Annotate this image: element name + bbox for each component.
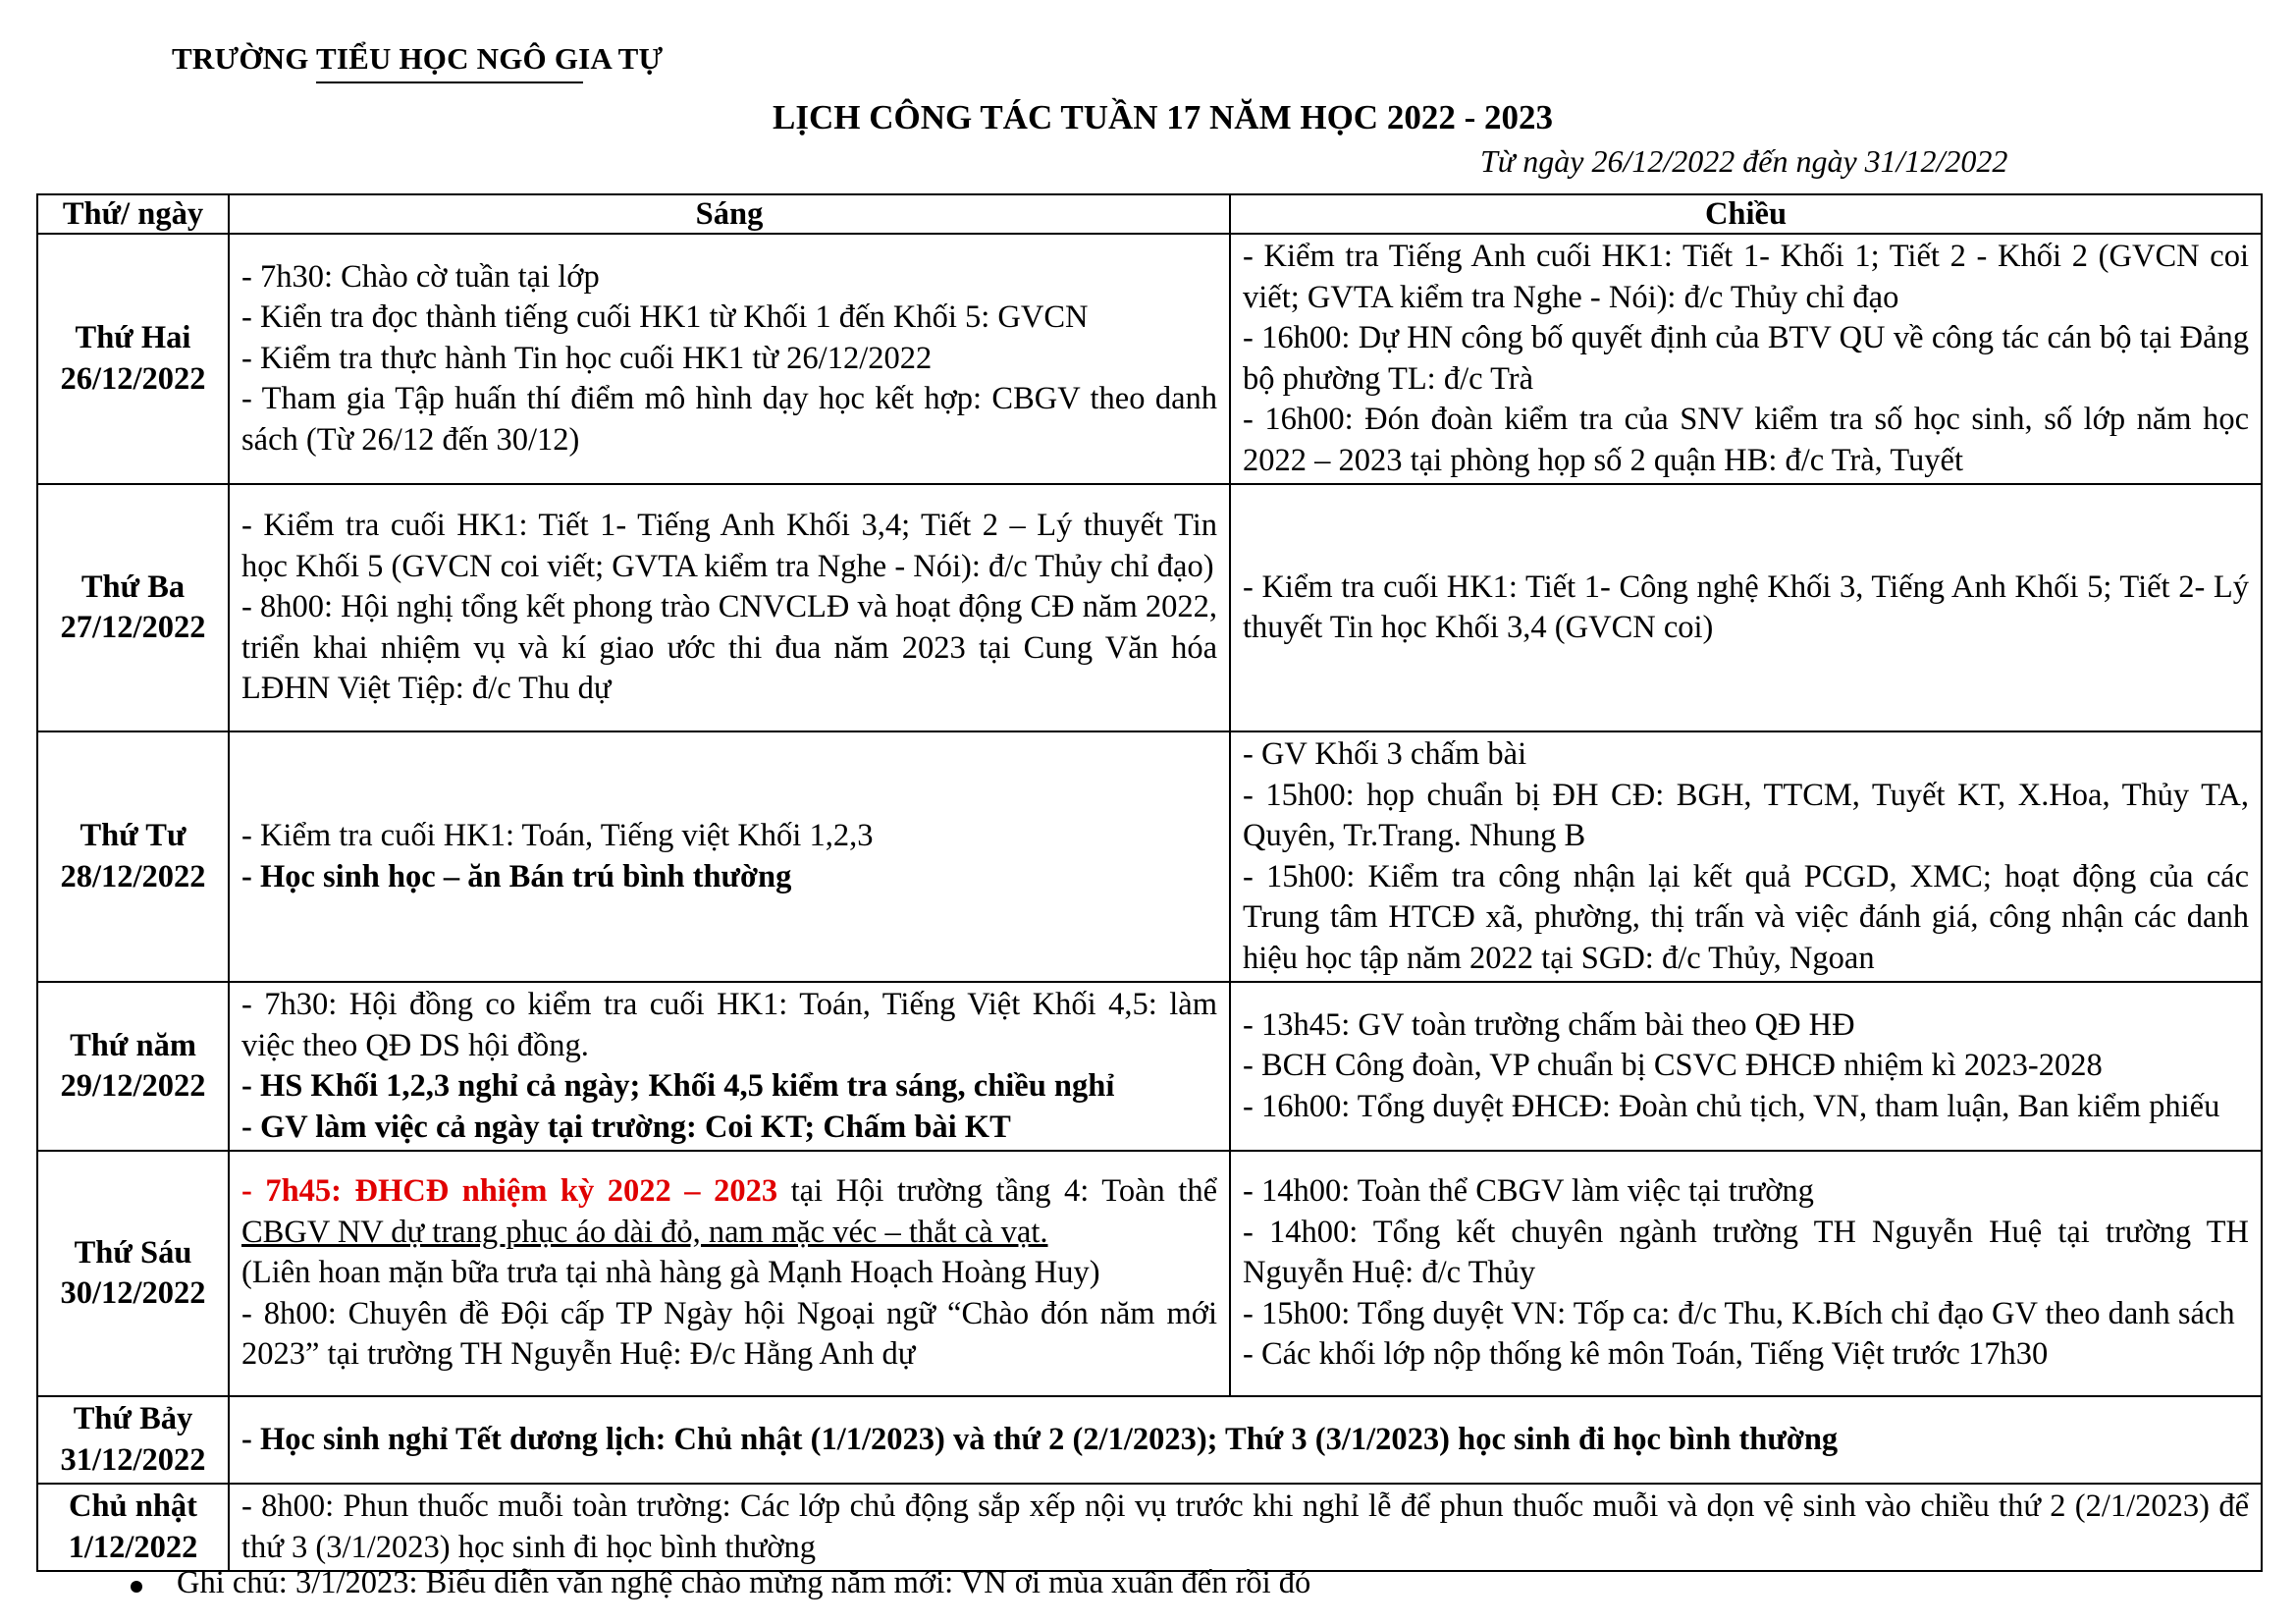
page-title: LỊCH CÔNG TÁC TUẦN 17 NĂM HỌC 2022 - 2023 [773, 98, 1553, 136]
list-item: - Kiểm tra thực hành Tin học cuối HK1 từ 26/12/2022 [241, 340, 933, 376]
table-header-row [37, 194, 2262, 234]
table-row [37, 234, 2262, 484]
list-item: - BCH Công đoàn, VP chuẩn bị CSVC ĐHCĐ nhiệm kì 2023-2028 [1243, 1048, 2103, 1084]
school-name-underline [316, 81, 583, 83]
day-name: Thứ Tư [80, 818, 187, 853]
list-item: - Học sinh học – ăn Bán trú bình thường [241, 858, 792, 894]
table-row [37, 484, 2262, 731]
event-highlight: - 7h45: ĐHCĐ nhiệm kỳ 2022 – 2023 [241, 1173, 778, 1210]
day-date: 28/12/2022 [60, 858, 206, 894]
day-name: Thứ Sáu [74, 1234, 192, 1271]
full-day-cell: - 8h00: Phun thuốc muỗi toàn trường: Các lớp chủ động sắp xếp nội vụ trước khi nghỉ lễ để phun thuốc muỗi và dọn vệ sinh vào chiều thứ 2 (2/1/2023) để thứ 3 (3/1/2023) học sinh đi học bình thường [229, 1484, 2262, 1571]
list-item: - 8h00: Hội nghị tổng kết phong trào CNVCLĐ và hoạt động CĐ năm 2022, triển khai nhiệm vụ và kí giao ước thi đua năm 2023 tại Cung Văn hóa LĐHN Việt Tiệp: đ/c Thu dự [241, 589, 1217, 707]
day-date: 27/12/2022 [60, 610, 206, 645]
day-date: 30/12/2022 [60, 1275, 206, 1311]
list-item: - Tham gia Tập huấn thí điểm mô hình dạy học kết hợp: CBGV theo danh sách (Từ 26/12 đến 30/12) [241, 381, 1217, 458]
day-cell [37, 234, 229, 484]
list-item: - HS Khối 1,2,3 nghỉ cả ngày; Khối 4,5 kiểm tra sáng, chiều nghỉ [241, 1068, 1115, 1104]
list-item: - 15h00: Kiểm tra công nhận lại kết quả PCGD, XMC; hoạt động của các Trung tâm HTCĐ xã, phường, thị trấn và việc đánh giá, công nhận các danh hiệu học tập năm 2022 tại SGD: đ/c Thủy, Ngoan [1243, 858, 2249, 976]
morning-cell [229, 982, 1230, 1151]
schedule-table [36, 193, 2263, 1572]
table-row [37, 1484, 2262, 1571]
header-morning: Sáng [229, 194, 1230, 234]
list-item: - Kiển tra đọc thành tiếng cuối HK1 từ Khối 1 đến Khối 5: GVCN [241, 299, 1089, 336]
day-date: 31/12/2022 [60, 1441, 206, 1478]
day-date: 1/12/2022 [68, 1529, 198, 1565]
event-location: tại Hội trường tầng 4: Toàn thể [777, 1173, 1217, 1210]
morning-cell [229, 731, 1230, 982]
list-item: - Kiểm tra cuối HK1: Toán, Tiếng việt Khối 1,2,3 [241, 818, 874, 853]
list-item: - Kiểm tra cuối HK1: Tiết 1- Tiếng Anh Khối 3,4; Tiết 2 – Lý thuyết Tin học Khối 5 (GVCN coi viết; GVTA kiểm tra Nghe - Nói): đ/c Thủy chỉ đạo) [241, 508, 1217, 584]
day-name: Chủ nhật [69, 1489, 197, 1524]
list-item: - 16h00: Tổng duyệt ĐHCĐ: Đoàn chủ tịch, VN, tham luận, Ban kiểm phiếu [1243, 1088, 2220, 1124]
day-date: 26/12/2022 [60, 360, 206, 397]
list-item: - 13h45: GV toàn trường chấm bài theo QĐ HĐ [1243, 1006, 1855, 1043]
full-day-cell: - Học sinh nghỉ Tết dương lịch: Chủ nhật (1/1/2023) và thứ 2 (2/1/2023); Thứ 3 (3/1/2023) học sinh đi học bình thường [229, 1396, 2262, 1484]
list-item: - Kiểm tra cuối HK1: Tiết 1- Công nghệ Khối 3, Tiếng Anh Khối 5; Tiết 2- Lý thuyết Tin học Khối 3,4 (GVCN coi) [1243, 568, 2249, 645]
list-item: - 7h30: Hội đồng co kiểm tra cuối HK1: Toán, Tiếng Việt Khối 4,5: làm việc theo QĐ DS hội đồng. [241, 987, 1217, 1063]
header-afternoon: Chiều [1230, 194, 2262, 234]
day-name: Thứ Ba [80, 568, 186, 605]
day-cell [37, 484, 229, 731]
list-item: - 14h00: Toàn thể CBGV làm việc tại trường [1243, 1173, 1814, 1210]
table-row [37, 1396, 2262, 1484]
list-item [241, 1171, 1217, 1253]
list-item: - 15h00: Tổng duyệt VN: Tốp ca: đ/c Thu, K.Bích chỉ đạo GV theo danh sách [1243, 1295, 2235, 1331]
list-item: - Các khối lớp nộp thống kê môn Toán, Tiếng Việt trước 17h30 [1243, 1336, 2049, 1373]
day-cell [37, 731, 229, 982]
table-row [37, 982, 2262, 1151]
morning-cell [229, 484, 1230, 731]
day-cell [37, 1396, 229, 1484]
list-item: - 15h00: họp chuẩn bị ĐH CĐ: BGH, TTCM, Tuyết KT, X.Hoa, Thủy TA, Quyên, Tr.Trang. Nhung B [1243, 777, 2249, 853]
morning-cell [229, 1151, 1230, 1396]
day-cell [37, 982, 229, 1151]
list-item: - GV làm việc cả ngày tại trường: Coi KT; Chấm bài KT [241, 1109, 1011, 1145]
morning-cell [229, 234, 1230, 484]
afternoon-cell [1230, 234, 2262, 484]
date-range: Từ ngày 26/12/2022 đến ngày 31/12/2022 [1480, 143, 2008, 179]
list-item: - 7h30: Chào cờ tuần tại lớp [241, 258, 600, 295]
table-row [37, 1151, 2262, 1396]
afternoon-cell [1230, 982, 2262, 1151]
list-item: - GV Khối 3 chấm bài [1243, 736, 1527, 772]
day-name: Thứ Hai [75, 320, 191, 355]
afternoon-cell [1230, 731, 2262, 982]
bullet-icon [131, 1581, 142, 1593]
day-cell [37, 1484, 229, 1571]
footnote: Ghi chú: 3/1/2023: Biểu diễn văn nghệ chào mừng năm mới: VN ơi mùa xuân đến rồi đó [177, 1565, 1311, 1600]
afternoon-cell [1230, 1151, 2262, 1396]
day-date: 29/12/2022 [60, 1068, 206, 1104]
dress-code: CBGV NV dự trang phục áo dài đỏ, nam mặc véc – thắt cà vạt. [241, 1214, 1048, 1250]
afternoon-cell [1230, 484, 2262, 731]
list-item: - 16h00: Dự HN công bố quyết định của BTV QU về công tác cán bộ tại Đảng bộ phường TL: đ/c Trà [1243, 320, 2249, 397]
list-item: (Liên hoan mặn bữa trưa tại nhà hàng gà Mạnh Hoạch Hoàng Huy) [241, 1255, 1100, 1291]
list-item: - 8h00: Chuyên đề Đội cấp TP Ngày hội Ngoại ngữ “Chào đón năm mới 2023” tại trường TH Nguyễn Huệ: Đ/c Hằng Anh dự [241, 1295, 1217, 1373]
day-name: Thứ năm [70, 1027, 196, 1063]
school-name: TRƯỜNG TIỂU HỌC NGÔ GIA TỰ [172, 41, 664, 76]
table-row [37, 731, 2262, 982]
list-item: - Kiểm tra Tiếng Anh cuối HK1: Tiết 1- Khối 1; Tiết 2 - Khối 2 (GVCN coi viết; GVTA kiểm tra Nghe - Nói): đ/c Thủy chỉ đạo [1243, 239, 2249, 315]
day-name: Thứ Bảy [73, 1401, 193, 1436]
day-cell [37, 1151, 229, 1396]
list-item: - 14h00: Tổng kết chuyên ngành trường TH Nguyễn Huệ tại trường TH Nguyễn Huệ: đ/c Thủy [1243, 1214, 2249, 1291]
header-day: Thứ/ ngày [37, 194, 229, 234]
list-item: - 16h00: Đón đoàn kiểm tra của SNV kiểm tra số học sinh, số lớp năm học 2022 – 2023 tại phòng họp số 2 quận HB: đ/c Trà, Tuyết [1243, 402, 2249, 478]
